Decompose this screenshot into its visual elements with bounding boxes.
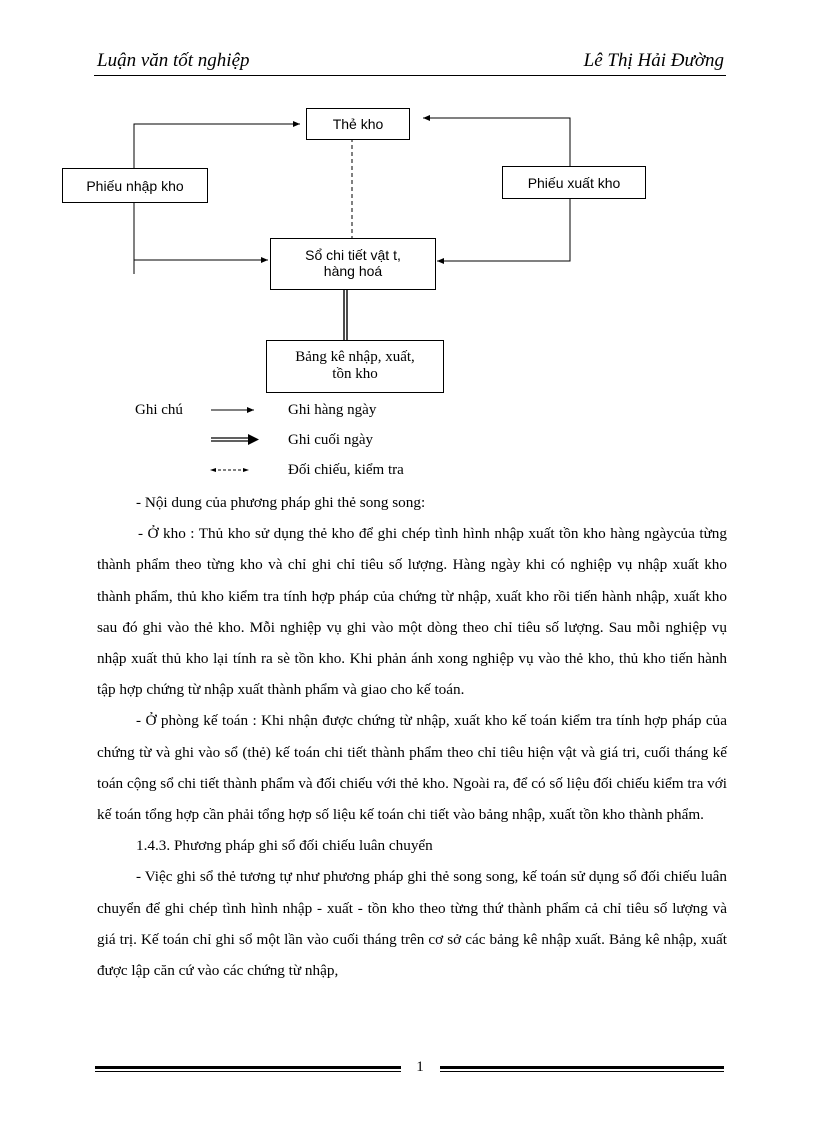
section-heading-1-4-3: 1.4.3. Phương pháp ghi sổ đối chiếu luân chuyển bbox=[136, 837, 433, 855]
body-text bbox=[97, 487, 727, 986]
legend-end-of-day-head bbox=[248, 434, 259, 445]
footer-rule-left-thin bbox=[95, 1071, 401, 1072]
bang-ke-line2: tồn kho bbox=[332, 366, 378, 382]
legend-reconcile-head-left bbox=[210, 468, 216, 472]
legend-daily-label: Ghi hàng ngày bbox=[288, 402, 377, 418]
page-number: 1 bbox=[416, 1059, 424, 1075]
phieu-xuat-box bbox=[502, 166, 646, 199]
so-chi-tiet-line1: Sổ chi tiết vật t, bbox=[305, 247, 401, 263]
arrow-nhap-to-thekho bbox=[134, 124, 300, 168]
legend-end-of-day-label: Ghi cuối ngày bbox=[288, 432, 373, 448]
paragraph-intro: - Nội dung của phương pháp ghi thẻ song song: bbox=[136, 494, 426, 511]
running-header-right: Lê Thị Hải Đường bbox=[583, 50, 724, 71]
arrow-xuat-to-sochitiet bbox=[437, 199, 570, 261]
paragraph-o-kho: - Ở kho : Thủ kho sử dụng thẻ kho để ghi chép tình hình nhập xuất tồn kho hàng ngàycủa từng thành phẩm theo từng kho và chỉ ghi chỉ tiêu số lượng. Hàng ngày khi có nghiệp vụ nhập xuất kho thành phẩm, thủ kho kiểm tra tính hợp pháp của chứng từ nhập, xuất kho rồi tiến hành nhập, xuất kho sau đó ghi vào thẻ kho. Mỗi nghiệp vụ ghi vào một dòng theo chỉ tiêu số lượng. Sau mỗi nghiệp vụ nhập xuất thủ kho lại tính ra sè tồn kho. Khi phản ánh xong nghiệp vụ vào thẻ kho, thủ kho tiến hành tập hợp chứng từ nhập xuất thành phẩm và giao cho kế toán. bbox=[97, 525, 727, 699]
footer-rule-right-thick bbox=[440, 1066, 724, 1069]
so-chi-tiet-line2: hàng hoá bbox=[323, 263, 383, 279]
footer-rule-left-thick bbox=[95, 1066, 401, 1069]
phieu-nhap-box bbox=[62, 168, 208, 203]
footer-rule-right-thin bbox=[440, 1071, 724, 1072]
paragraph-phong-ke-toan: - Ở phòng kế toán : Khi nhận được chứng từ nhập, xuất kho kế toán kiểm tra tính hợp pháp của chứng từ và ghi vào sổ (thẻ) kế toán chi tiết thành phẩm theo chỉ tiêu hiện vật và giá tri, cuối tháng kế toán cộng sổ chi tiết thành phẩm và đối chiếu với thẻ kho. Ngoài ra, để có số liệu đối chiếu kiểm tra với kế toán tổng hợp cần phải tổng hợp số liệu kế toán chi tiết vào bảng nhập, xuất tồn kho thành phẩm. bbox=[97, 712, 727, 824]
the-kho-label: Thẻ kho bbox=[332, 116, 384, 132]
paragraph-luan-chuyen: - Việc ghi sổ thẻ tương tự như phương pháp ghi thẻ song song, kế toán sử dụng sổ đối chiếu luân chuyển để ghi chép tình hình nhập - xuất - tồn kho theo từng thứ thành phẩm cả chỉ tiêu số lượng và giá trị. Kế toán chỉ ghi sổ một lần vào cuối tháng trên cơ sở các bảng kê nhập xuất. Bảng kê nhập, xuất được lập căn cứ vào các chứng từ nhập, bbox=[97, 868, 727, 980]
legend-reconcile-label: Đối chiếu, kiểm tra bbox=[288, 462, 404, 478]
so-chi-tiet-box bbox=[270, 238, 436, 290]
bang-ke-line1: Bảng kê nhập, xuất, bbox=[295, 349, 415, 365]
bang-ke-box bbox=[266, 340, 444, 393]
phieu-nhap-label: Phiếu nhập kho bbox=[86, 178, 184, 194]
arrow-xuat-to-thekho bbox=[423, 118, 570, 167]
the-kho-box bbox=[306, 108, 410, 140]
phieu-xuat-label: Phiếu xuất kho bbox=[527, 175, 621, 191]
legend-title: Ghi chú bbox=[135, 402, 183, 418]
running-header-left: Luận văn tốt nghiệp bbox=[97, 50, 250, 71]
legend-reconcile-head-right bbox=[243, 468, 249, 472]
